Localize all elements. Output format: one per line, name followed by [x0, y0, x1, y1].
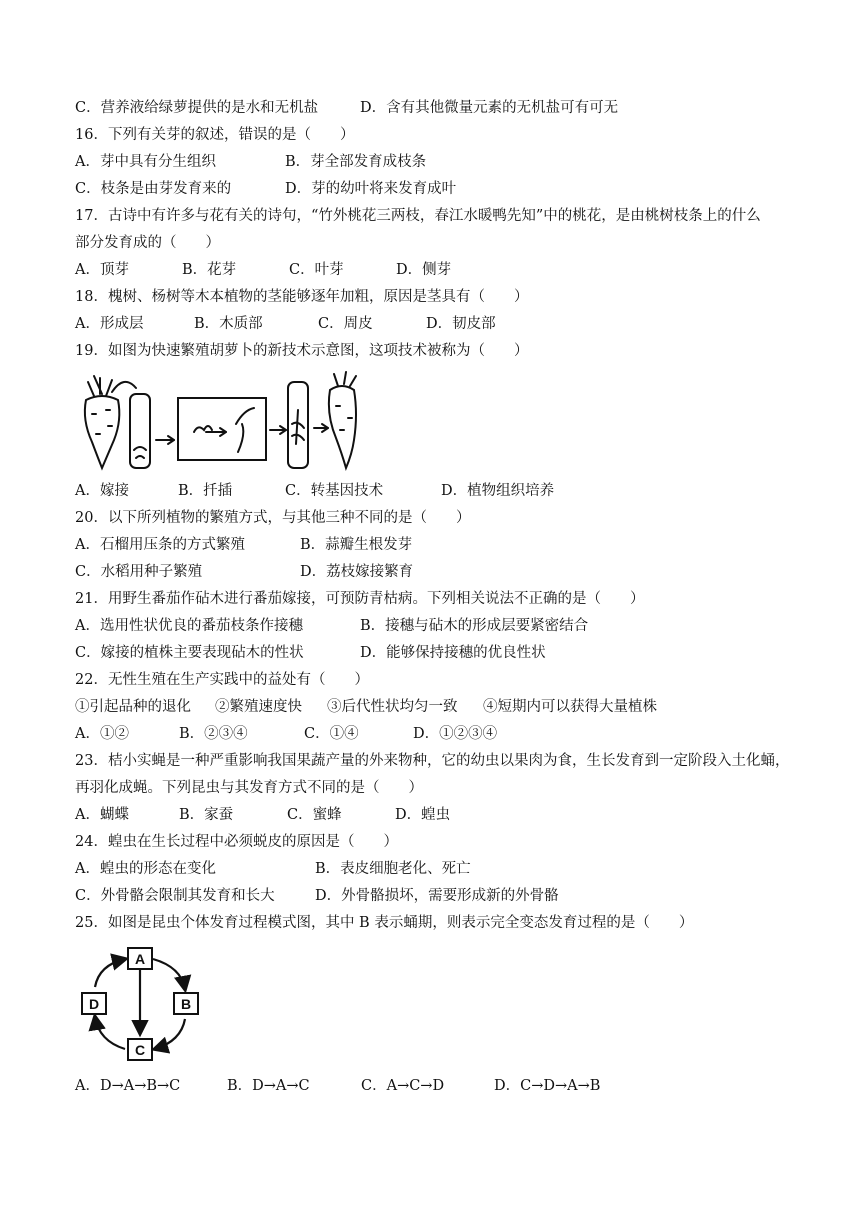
q21-option-c: C．嫁接的植株主要表现砧木的性状	[75, 645, 304, 661]
q17-option-c: C．叶芽	[289, 262, 344, 278]
q21-options-cd	[75, 643, 835, 663]
q24-option-a: A．蝗虫的形态在变化	[75, 861, 216, 877]
q22-statement-2: ②繁殖速度快	[215, 699, 302, 715]
q25-option-d: D．C→D→A→B	[494, 1078, 601, 1094]
q21-options-ab	[75, 616, 835, 636]
q20-options-ab	[75, 535, 835, 555]
q22-statement-4: ④短期内可以获得大量植株	[483, 699, 657, 715]
q19-options	[75, 481, 835, 501]
q24-option-d: D．外骨骼损坏，需要形成新的外骨骼	[315, 888, 559, 904]
q23-stem-line2: 再羽化成蝇。下列昆虫与其发育方式不同的是（ ）	[75, 780, 423, 796]
q20-stem: 20．以下所列植物的繁殖方式，与其他三种不同的是（ ）	[75, 510, 471, 526]
q20-option-c: C．水稻用种子繁殖	[75, 564, 203, 580]
q22-stem: 22．无性生殖在生产实践中的益处有（ ）	[75, 672, 369, 688]
q22-option-a: A．①②	[75, 726, 129, 742]
q22-option-d: D．①②③④	[413, 726, 498, 742]
q19-stem: 19．如图为快速繁殖胡萝卜的新技术示意图，这项技术被称为（ ）	[75, 343, 529, 359]
q16-option-b: B．芽全部发育成枝条	[285, 154, 427, 170]
q19-option-d: D．植物组织培养	[441, 483, 555, 499]
q22-statements	[75, 697, 835, 717]
diagram-node-c: C	[134, 1042, 146, 1058]
q23-option-a: A．蝴蝶	[75, 807, 129, 823]
q19-option-c: C．转基因技术	[285, 483, 384, 499]
q15-option-d: D．含有其他微量元素的无机盐可有可无	[360, 100, 619, 116]
q23-option-d: D．蝗虫	[395, 807, 451, 823]
q25-options	[75, 1076, 835, 1096]
q17-option-a: A．顶芽	[75, 262, 129, 278]
insect-development-cycle-diagram	[78, 943, 208, 1067]
q16-option-c: C．枝条是由芽发育来的	[75, 181, 232, 197]
q25-stem: 25．如图是昆虫个体发育过程模式图，其中 B 表示蛹期，则表示完全变态发育过程的是（ ）	[75, 915, 694, 931]
q18-option-b: B．木质部	[194, 316, 263, 332]
q16-option-a: A．芽中具有分生组织	[75, 154, 216, 170]
q17-stem-line2: 部分发育成的（ ）	[75, 235, 220, 251]
q18-stem: 18．槐树、杨树等木本植物的茎能够逐年加粗，原因是茎具有（ ）	[75, 289, 529, 305]
q19-option-b: B．扦插	[178, 483, 233, 499]
q16-options-cd	[75, 179, 835, 199]
q16-option-d: D．芽的幼叶将来发育成叶	[285, 181, 457, 197]
q25-option-b: B．D→A→C	[227, 1078, 310, 1094]
q17-option-d: D．侧芽	[396, 262, 452, 278]
q23-stem-line1: 23．桔小实蝇是一种严重影响我国果蔬产量的外来物种，它的幼虫以果肉为食，生长发育到一定阶段入土化蛹，	[75, 753, 790, 769]
diagram-node-b: B	[180, 996, 192, 1012]
q21-option-b: B．接穗与砧木的形成层要紧密结合	[360, 618, 589, 634]
q23-option-c: C．蜜蜂	[287, 807, 342, 823]
q25-option-a: A．D→A→B→C	[75, 1078, 181, 1094]
q24-options-ab	[75, 859, 835, 879]
q20-option-b: B．蒜瓣生根发芽	[300, 537, 413, 553]
q18-option-c: C．周皮	[318, 316, 373, 332]
q16-stem: 16．下列有关芽的叙述，错误的是（ ）	[75, 127, 355, 143]
q21-stem: 21．用野生番茄作砧木进行番茄嫁接，可预防青枯病。下列相关说法不正确的是（ ）	[75, 591, 645, 607]
q21-option-a: A．选用性状优良的番茄枝条作接穗	[75, 618, 303, 634]
q20-option-a: A．石榴用压条的方式繁殖	[75, 537, 245, 553]
q15-option-c: C．营养液给绿萝提供的是水和无机盐	[75, 100, 319, 116]
q20-options-cd	[75, 562, 835, 582]
q24-stem: 24．蝗虫在生长过程中必须蜕皮的原因是（ ）	[75, 834, 398, 850]
q25-option-c: C．A→C→D	[361, 1078, 445, 1094]
carrot-tissue-culture-diagram	[78, 370, 358, 475]
q22-options	[75, 724, 835, 744]
q24-option-c: C．外骨骼会限制其发育和长大	[75, 888, 275, 904]
q24-options-cd	[75, 886, 835, 906]
q22-option-b: B．②③④	[179, 726, 248, 742]
q20-option-d: D．荔枝嫁接繁育	[300, 564, 414, 580]
q22-option-c: C．①④	[304, 726, 359, 742]
q17-stem-line1: 17．古诗中有许多与花有关的诗句，“竹外桃花三两枝，春江水暖鸭先知”中的桃花，是由桃树枝条上的什么	[75, 208, 761, 224]
diagram-node-d: D	[88, 996, 100, 1012]
diagram-node-a: A	[134, 951, 146, 967]
q22-statement-3: ③后代性状均匀一致	[327, 699, 458, 715]
q22-statement-1: ①引起品种的退化	[75, 699, 191, 715]
q17-option-b: B．花芽	[182, 262, 237, 278]
q19-option-a: A．嫁接	[75, 483, 129, 499]
q15-options-cd	[75, 98, 835, 118]
q24-option-b: B．表皮细胞老化、死亡	[315, 861, 471, 877]
q17-options	[75, 260, 835, 280]
q23-options	[75, 805, 835, 825]
q23-option-b: B．家蚕	[179, 807, 234, 823]
q18-option-d: D．韧皮部	[426, 316, 496, 332]
q18-option-a: A．形成层	[75, 316, 144, 332]
q18-options	[75, 314, 835, 334]
q21-option-d: D．能够保持接穗的优良性状	[360, 645, 546, 661]
q16-options-ab	[75, 152, 835, 172]
